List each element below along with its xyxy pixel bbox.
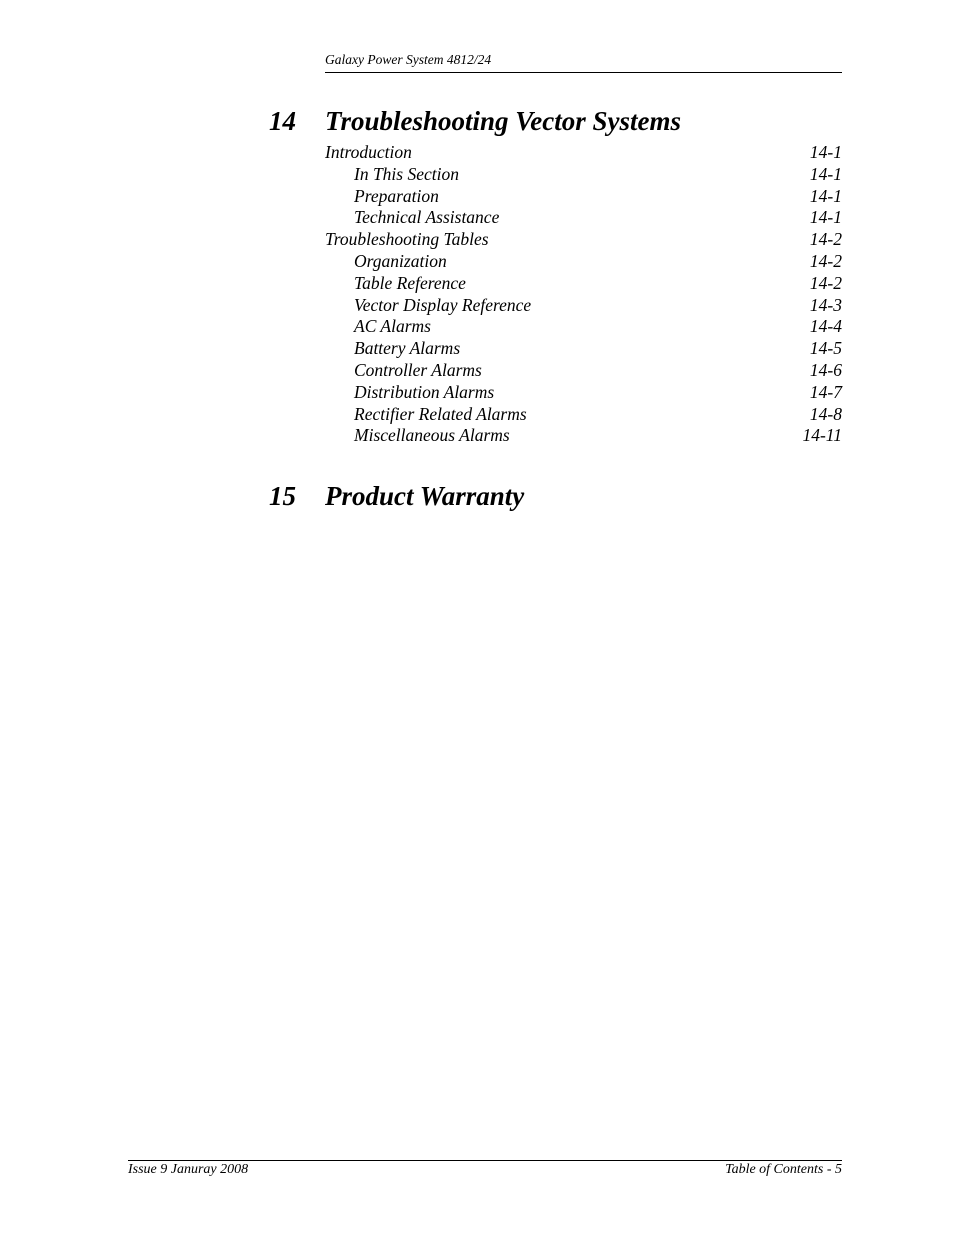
document-title: Galaxy Power System 4812/24 bbox=[325, 52, 492, 67]
toc-entry[interactable] bbox=[325, 142, 842, 164]
toc-entry[interactable] bbox=[325, 186, 842, 208]
chapter-title: Troubleshooting Vector Systems bbox=[325, 106, 682, 136]
toc-entry-label: Organization bbox=[354, 250, 447, 271]
toc-entry-label: Distribution Alarms bbox=[354, 381, 495, 402]
toc-entry-label: AC Alarms bbox=[354, 316, 431, 337]
toc-entry-label: In This Section bbox=[354, 163, 459, 184]
toc-entry-page: 14-11 bbox=[802, 425, 842, 446]
chapter-number: 15 bbox=[269, 481, 296, 511]
toc-entry-page: 14-8 bbox=[809, 403, 842, 424]
toc-entry-label: Technical Assistance bbox=[354, 207, 500, 228]
toc-entry[interactable] bbox=[325, 273, 842, 295]
toc-entry-label: Rectifier Related Alarms bbox=[354, 403, 527, 424]
toc-entry-page: 14-2 bbox=[809, 272, 842, 293]
toc-entry-label: Controller Alarms bbox=[354, 359, 482, 380]
toc-entry-page: 14-6 bbox=[809, 359, 842, 380]
toc-entry-label: Preparation bbox=[354, 185, 439, 206]
toc-entry[interactable] bbox=[325, 295, 842, 317]
toc-entry-label: Introduction bbox=[325, 142, 412, 162]
toc-entry-label: Vector Display Reference bbox=[354, 294, 532, 315]
issue-date: Issue 9 Januray 2008 bbox=[128, 1162, 249, 1177]
toc-entry-page: 14-1 bbox=[809, 207, 842, 228]
toc-entry-label: Battery Alarms bbox=[354, 338, 461, 359]
toc-entry-page: 14-1 bbox=[809, 185, 842, 206]
chapter-title: Product Warranty bbox=[325, 481, 525, 511]
toc-entry[interactable] bbox=[325, 425, 842, 447]
header-rule bbox=[325, 72, 842, 73]
chapter-heading-15 bbox=[269, 479, 842, 513]
toc-entry[interactable] bbox=[325, 360, 842, 382]
toc-entry[interactable] bbox=[325, 229, 842, 251]
toc-entry-label: Miscellaneous Alarms bbox=[354, 425, 510, 446]
toc-entry-label: Table Reference bbox=[354, 272, 466, 293]
toc-entry[interactable] bbox=[325, 164, 842, 186]
toc-entry-page: 14-7 bbox=[809, 381, 842, 402]
toc-entry-page: 14-4 bbox=[809, 316, 842, 337]
toc-entry-page: 14-3 bbox=[809, 294, 842, 315]
toc-entry[interactable] bbox=[325, 382, 842, 404]
toc-entry[interactable] bbox=[325, 251, 842, 273]
toc-entry-list bbox=[325, 142, 842, 447]
toc-entry-label: Troubleshooting Tables bbox=[325, 229, 489, 250]
toc-entry-page: 14-5 bbox=[809, 338, 842, 359]
toc-entry-page: 14-2 bbox=[809, 250, 842, 271]
toc-entry[interactable] bbox=[325, 338, 842, 360]
toc-entry-page: 14-2 bbox=[809, 229, 842, 250]
toc-entry[interactable] bbox=[325, 404, 842, 426]
chapter-heading-14 bbox=[269, 104, 842, 138]
toc-entry[interactable] bbox=[325, 316, 842, 338]
page-number: Table of Contents - 5 bbox=[725, 1162, 842, 1177]
footer-rule bbox=[128, 1160, 842, 1161]
chapter-number: 14 bbox=[269, 106, 296, 136]
toc-entry-page: 14-1 bbox=[809, 163, 842, 184]
toc-entry-page: 14-1 bbox=[809, 142, 842, 162]
toc-entry[interactable] bbox=[325, 207, 842, 229]
